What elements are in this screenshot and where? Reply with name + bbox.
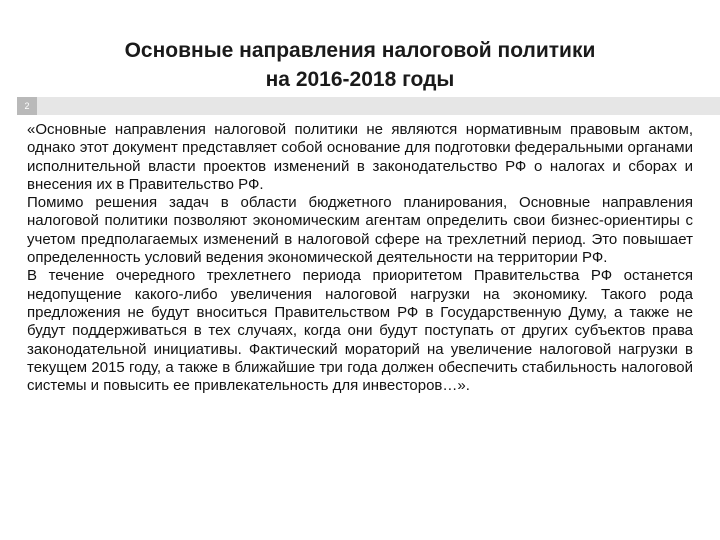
paragraph-business-guidance: Помимо решения задач в области бюджетного планирования, Основные направления налоговой политики позволяют экономическим агентам определить свои бизнес-ориентиры с учетом предполагаемых изменений в налоговой сфере на трехлетний период. Это повышает определенность условий ведения экономической деятельности на территории РФ. xyxy=(27,194,693,267)
slide-title-line-2: на 2016-2018 годы xyxy=(265,68,455,91)
paragraph-tax-moratorium: В течение очередного трехлетнего периода приоритетом Правительства РФ останется недопущение какого-либо увеличения налоговой нагрузки на экономику. Такого рода предложения не будут вноситься Правительством РФ в Государственную Думу, а также не будут поддерживаться в тех случаях, когда они будут поступать от других субъектов права законодательной инициативы. Фактический мораторий на увеличение налоговой нагрузки в текущем 2015 году, а также в ближайшие три года должен обеспечить стабильность налоговой системы и повысить ее привлекательность для инвесторов…». xyxy=(27,267,693,395)
slide-body-text xyxy=(27,121,693,395)
paragraph-legal-status: «Основные направления налоговой политики не являются нормативным правовым актом, однако этот документ представляет собой основание для подготовки федеральными органами исполнительной власти проектов изменений в законодательство РФ о налогах и сборах и внесения их в Правительство РФ. xyxy=(27,121,693,193)
slide-title-line-1: Основные направления налоговой политики xyxy=(124,39,596,62)
slide-title xyxy=(0,36,720,94)
page-number-badge: 2 xyxy=(17,97,37,115)
header-divider-bar xyxy=(37,97,720,115)
